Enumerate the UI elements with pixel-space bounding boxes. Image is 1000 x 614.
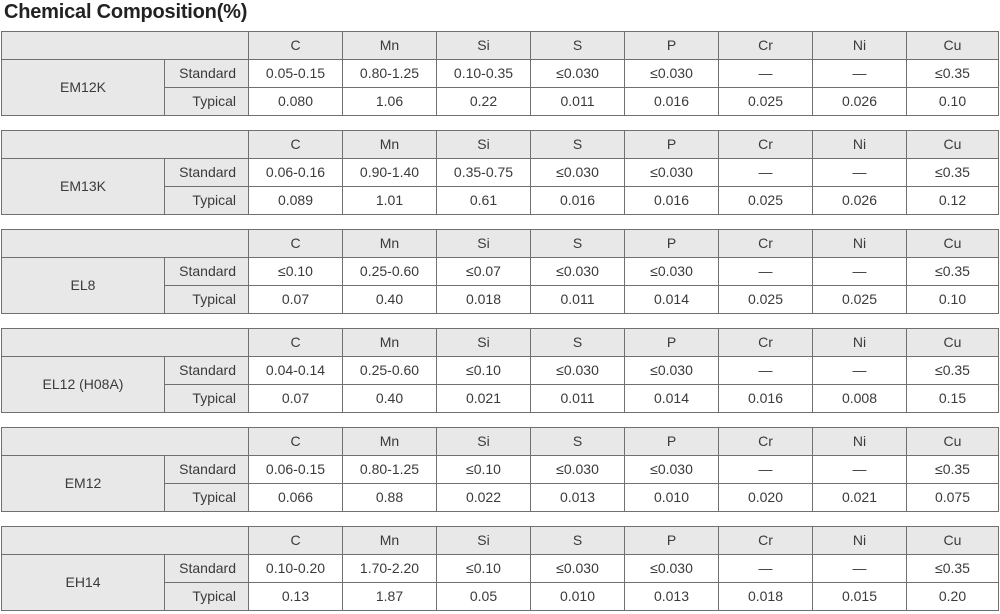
grade-name: EL12 (H08A) xyxy=(2,357,165,413)
table-row xyxy=(2,456,999,484)
standard-value: ≤0.030 xyxy=(625,258,719,286)
column-header: Mn xyxy=(343,230,437,258)
standard-value: ≤0.35 xyxy=(907,159,999,187)
standard-value: ≤0.10 xyxy=(437,357,531,385)
standard-value: ≤0.35 xyxy=(907,60,999,88)
grade-name: EM12 xyxy=(2,456,165,512)
standard-value: — xyxy=(813,555,907,583)
typical-value: 0.40 xyxy=(343,385,437,413)
standard-value: — xyxy=(719,159,813,187)
row-label-standard: Standard xyxy=(165,357,249,385)
typical-value: 0.22 xyxy=(437,88,531,116)
column-header: Cu xyxy=(907,329,999,357)
standard-value: 0.04-0.14 xyxy=(249,357,343,385)
column-header: C xyxy=(249,230,343,258)
standard-value: ≤0.030 xyxy=(531,60,625,88)
typical-value: 0.008 xyxy=(813,385,907,413)
typical-value: 0.016 xyxy=(531,187,625,215)
typical-value: 0.018 xyxy=(719,583,813,611)
header-blank-cell xyxy=(2,329,249,357)
standard-value: ≤0.10 xyxy=(249,258,343,286)
typical-value: 0.015 xyxy=(813,583,907,611)
column-header: S xyxy=(531,428,625,456)
standard-value: 0.06-0.15 xyxy=(249,456,343,484)
table-header-row xyxy=(2,428,999,456)
standard-value: ≤0.10 xyxy=(437,555,531,583)
column-header: Cr xyxy=(719,230,813,258)
standard-value: — xyxy=(813,159,907,187)
standard-value: ≤0.030 xyxy=(531,357,625,385)
typical-value: 0.010 xyxy=(531,583,625,611)
typical-value: 0.080 xyxy=(249,88,343,116)
table-header-row xyxy=(2,527,999,555)
typical-value: 0.13 xyxy=(249,583,343,611)
standard-value: ≤0.030 xyxy=(625,60,719,88)
standard-value: ≤0.030 xyxy=(531,456,625,484)
column-header: C xyxy=(249,32,343,60)
column-header: Cr xyxy=(719,527,813,555)
standard-value: — xyxy=(813,60,907,88)
typical-value: 0.40 xyxy=(343,286,437,314)
typical-value: 0.020 xyxy=(719,484,813,512)
column-header: Si xyxy=(437,329,531,357)
standard-value: 0.10-0.20 xyxy=(249,555,343,583)
typical-value: 0.089 xyxy=(249,187,343,215)
header-blank-cell xyxy=(2,131,249,159)
header-blank-cell xyxy=(2,230,249,258)
standard-value: ≤0.030 xyxy=(531,555,625,583)
column-header: Cu xyxy=(907,428,999,456)
column-header: Mn xyxy=(343,428,437,456)
column-header: Ni xyxy=(813,32,907,60)
header-blank-cell xyxy=(2,32,249,60)
typical-value: 0.07 xyxy=(249,385,343,413)
composition-table xyxy=(1,130,999,215)
standard-value: — xyxy=(813,357,907,385)
standard-value: 1.70-2.20 xyxy=(343,555,437,583)
typical-value: 0.10 xyxy=(907,88,999,116)
typical-value: 1.06 xyxy=(343,88,437,116)
standard-value: ≤0.35 xyxy=(907,258,999,286)
column-header: Ni xyxy=(813,428,907,456)
column-header: Si xyxy=(437,527,531,555)
row-label-standard: Standard xyxy=(165,555,249,583)
standard-value: 0.90-1.40 xyxy=(343,159,437,187)
standard-value: 0.80-1.25 xyxy=(343,456,437,484)
column-header: Mn xyxy=(343,329,437,357)
column-header: S xyxy=(531,230,625,258)
column-header: Mn xyxy=(343,527,437,555)
grade-name: EM13K xyxy=(2,159,165,215)
standard-value: ≤0.35 xyxy=(907,456,999,484)
standard-value: 0.25-0.60 xyxy=(343,258,437,286)
column-header: C xyxy=(249,131,343,159)
standard-value: 0.25-0.60 xyxy=(343,357,437,385)
row-label-typical: Typical xyxy=(165,385,249,413)
standard-value: — xyxy=(813,456,907,484)
standard-value: ≤0.07 xyxy=(437,258,531,286)
table-header-row xyxy=(2,32,999,60)
row-label-standard: Standard xyxy=(165,258,249,286)
standard-value: 0.35-0.75 xyxy=(437,159,531,187)
row-label-typical: Typical xyxy=(165,88,249,116)
typical-value: 0.20 xyxy=(907,583,999,611)
column-header: Si xyxy=(437,32,531,60)
column-header: Cr xyxy=(719,329,813,357)
table-row xyxy=(2,159,999,187)
typical-value: 0.011 xyxy=(531,385,625,413)
column-header: P xyxy=(625,131,719,159)
table-row xyxy=(2,555,999,583)
column-header: Mn xyxy=(343,32,437,60)
row-label-standard: Standard xyxy=(165,60,249,88)
column-header: Ni xyxy=(813,527,907,555)
column-header: Cr xyxy=(719,32,813,60)
column-header: Cu xyxy=(907,131,999,159)
standard-value: ≤0.10 xyxy=(437,456,531,484)
typical-value: 0.61 xyxy=(437,187,531,215)
row-label-typical: Typical xyxy=(165,286,249,314)
standard-value: — xyxy=(719,60,813,88)
table-row xyxy=(2,60,999,88)
typical-value: 0.12 xyxy=(907,187,999,215)
standard-value: ≤0.030 xyxy=(625,159,719,187)
column-header: Cr xyxy=(719,428,813,456)
column-header: P xyxy=(625,428,719,456)
column-header: Cr xyxy=(719,131,813,159)
row-label-standard: Standard xyxy=(165,159,249,187)
grade-name: EM12K xyxy=(2,60,165,116)
column-header: P xyxy=(625,230,719,258)
column-header: C xyxy=(249,329,343,357)
typical-value: 0.013 xyxy=(531,484,625,512)
column-header: Si xyxy=(437,428,531,456)
column-header: S xyxy=(531,527,625,555)
standard-value: 0.10-0.35 xyxy=(437,60,531,88)
page-title: Chemical Composition(%) xyxy=(4,1,248,23)
standard-value: 0.80-1.25 xyxy=(343,60,437,88)
typical-value: 0.014 xyxy=(625,385,719,413)
typical-value: 0.014 xyxy=(625,286,719,314)
typical-value: 1.01 xyxy=(343,187,437,215)
typical-value: 0.011 xyxy=(531,88,625,116)
column-header: P xyxy=(625,329,719,357)
standard-value: ≤0.030 xyxy=(531,159,625,187)
standard-value: — xyxy=(719,456,813,484)
column-header: Si xyxy=(437,230,531,258)
typical-value: 0.016 xyxy=(625,187,719,215)
typical-value: 0.88 xyxy=(343,484,437,512)
typical-value: 0.022 xyxy=(437,484,531,512)
column-header: Cu xyxy=(907,32,999,60)
header-blank-cell xyxy=(2,428,249,456)
column-header: S xyxy=(531,32,625,60)
row-label-standard: Standard xyxy=(165,456,249,484)
typical-value: 1.87 xyxy=(343,583,437,611)
table-row xyxy=(2,357,999,385)
standard-value: — xyxy=(719,357,813,385)
column-header: S xyxy=(531,329,625,357)
typical-value: 0.026 xyxy=(813,187,907,215)
composition-table xyxy=(1,328,999,413)
row-label-typical: Typical xyxy=(165,187,249,215)
standard-value: ≤0.030 xyxy=(625,357,719,385)
typical-value: 0.021 xyxy=(437,385,531,413)
column-header: P xyxy=(625,527,719,555)
column-header: Mn xyxy=(343,131,437,159)
header-blank-cell xyxy=(2,527,249,555)
typical-value: 0.010 xyxy=(625,484,719,512)
typical-value: 0.10 xyxy=(907,286,999,314)
column-header: Ni xyxy=(813,131,907,159)
column-header: Ni xyxy=(813,230,907,258)
composition-table xyxy=(1,427,999,512)
standard-value: ≤0.030 xyxy=(531,258,625,286)
standard-value: 0.05-0.15 xyxy=(249,60,343,88)
column-header: Cu xyxy=(907,230,999,258)
standard-value: — xyxy=(719,555,813,583)
typical-value: 0.013 xyxy=(625,583,719,611)
column-header: C xyxy=(249,428,343,456)
table-header-row xyxy=(2,131,999,159)
typical-value: 0.05 xyxy=(437,583,531,611)
standard-value: 0.06-0.16 xyxy=(249,159,343,187)
table-header-row xyxy=(2,329,999,357)
column-header: C xyxy=(249,527,343,555)
composition-table xyxy=(1,31,999,116)
standard-value: ≤0.030 xyxy=(625,555,719,583)
typical-value: 0.026 xyxy=(813,88,907,116)
typical-value: 0.066 xyxy=(249,484,343,512)
standard-value: ≤0.030 xyxy=(625,456,719,484)
row-label-typical: Typical xyxy=(165,583,249,611)
typical-value: 0.016 xyxy=(719,385,813,413)
composition-table xyxy=(1,229,999,314)
standard-value: — xyxy=(719,258,813,286)
typical-value: 0.15 xyxy=(907,385,999,413)
typical-value: 0.075 xyxy=(907,484,999,512)
typical-value: 0.07 xyxy=(249,286,343,314)
table-row xyxy=(2,258,999,286)
typical-value: 0.025 xyxy=(719,286,813,314)
typical-value: 0.025 xyxy=(719,88,813,116)
column-header: S xyxy=(531,131,625,159)
typical-value: 0.016 xyxy=(625,88,719,116)
table-header-row xyxy=(2,230,999,258)
typical-value: 0.018 xyxy=(437,286,531,314)
typical-value: 0.011 xyxy=(531,286,625,314)
column-header: Si xyxy=(437,131,531,159)
grade-name: EL8 xyxy=(2,258,165,314)
grade-name: EH14 xyxy=(2,555,165,611)
row-label-typical: Typical xyxy=(165,484,249,512)
standard-value: ≤0.35 xyxy=(907,357,999,385)
column-header: Ni xyxy=(813,329,907,357)
composition-table xyxy=(1,526,999,611)
typical-value: 0.021 xyxy=(813,484,907,512)
column-header: P xyxy=(625,32,719,60)
standard-value: ≤0.35 xyxy=(907,555,999,583)
standard-value: — xyxy=(813,258,907,286)
typical-value: 0.025 xyxy=(813,286,907,314)
typical-value: 0.025 xyxy=(719,187,813,215)
column-header: Cu xyxy=(907,527,999,555)
